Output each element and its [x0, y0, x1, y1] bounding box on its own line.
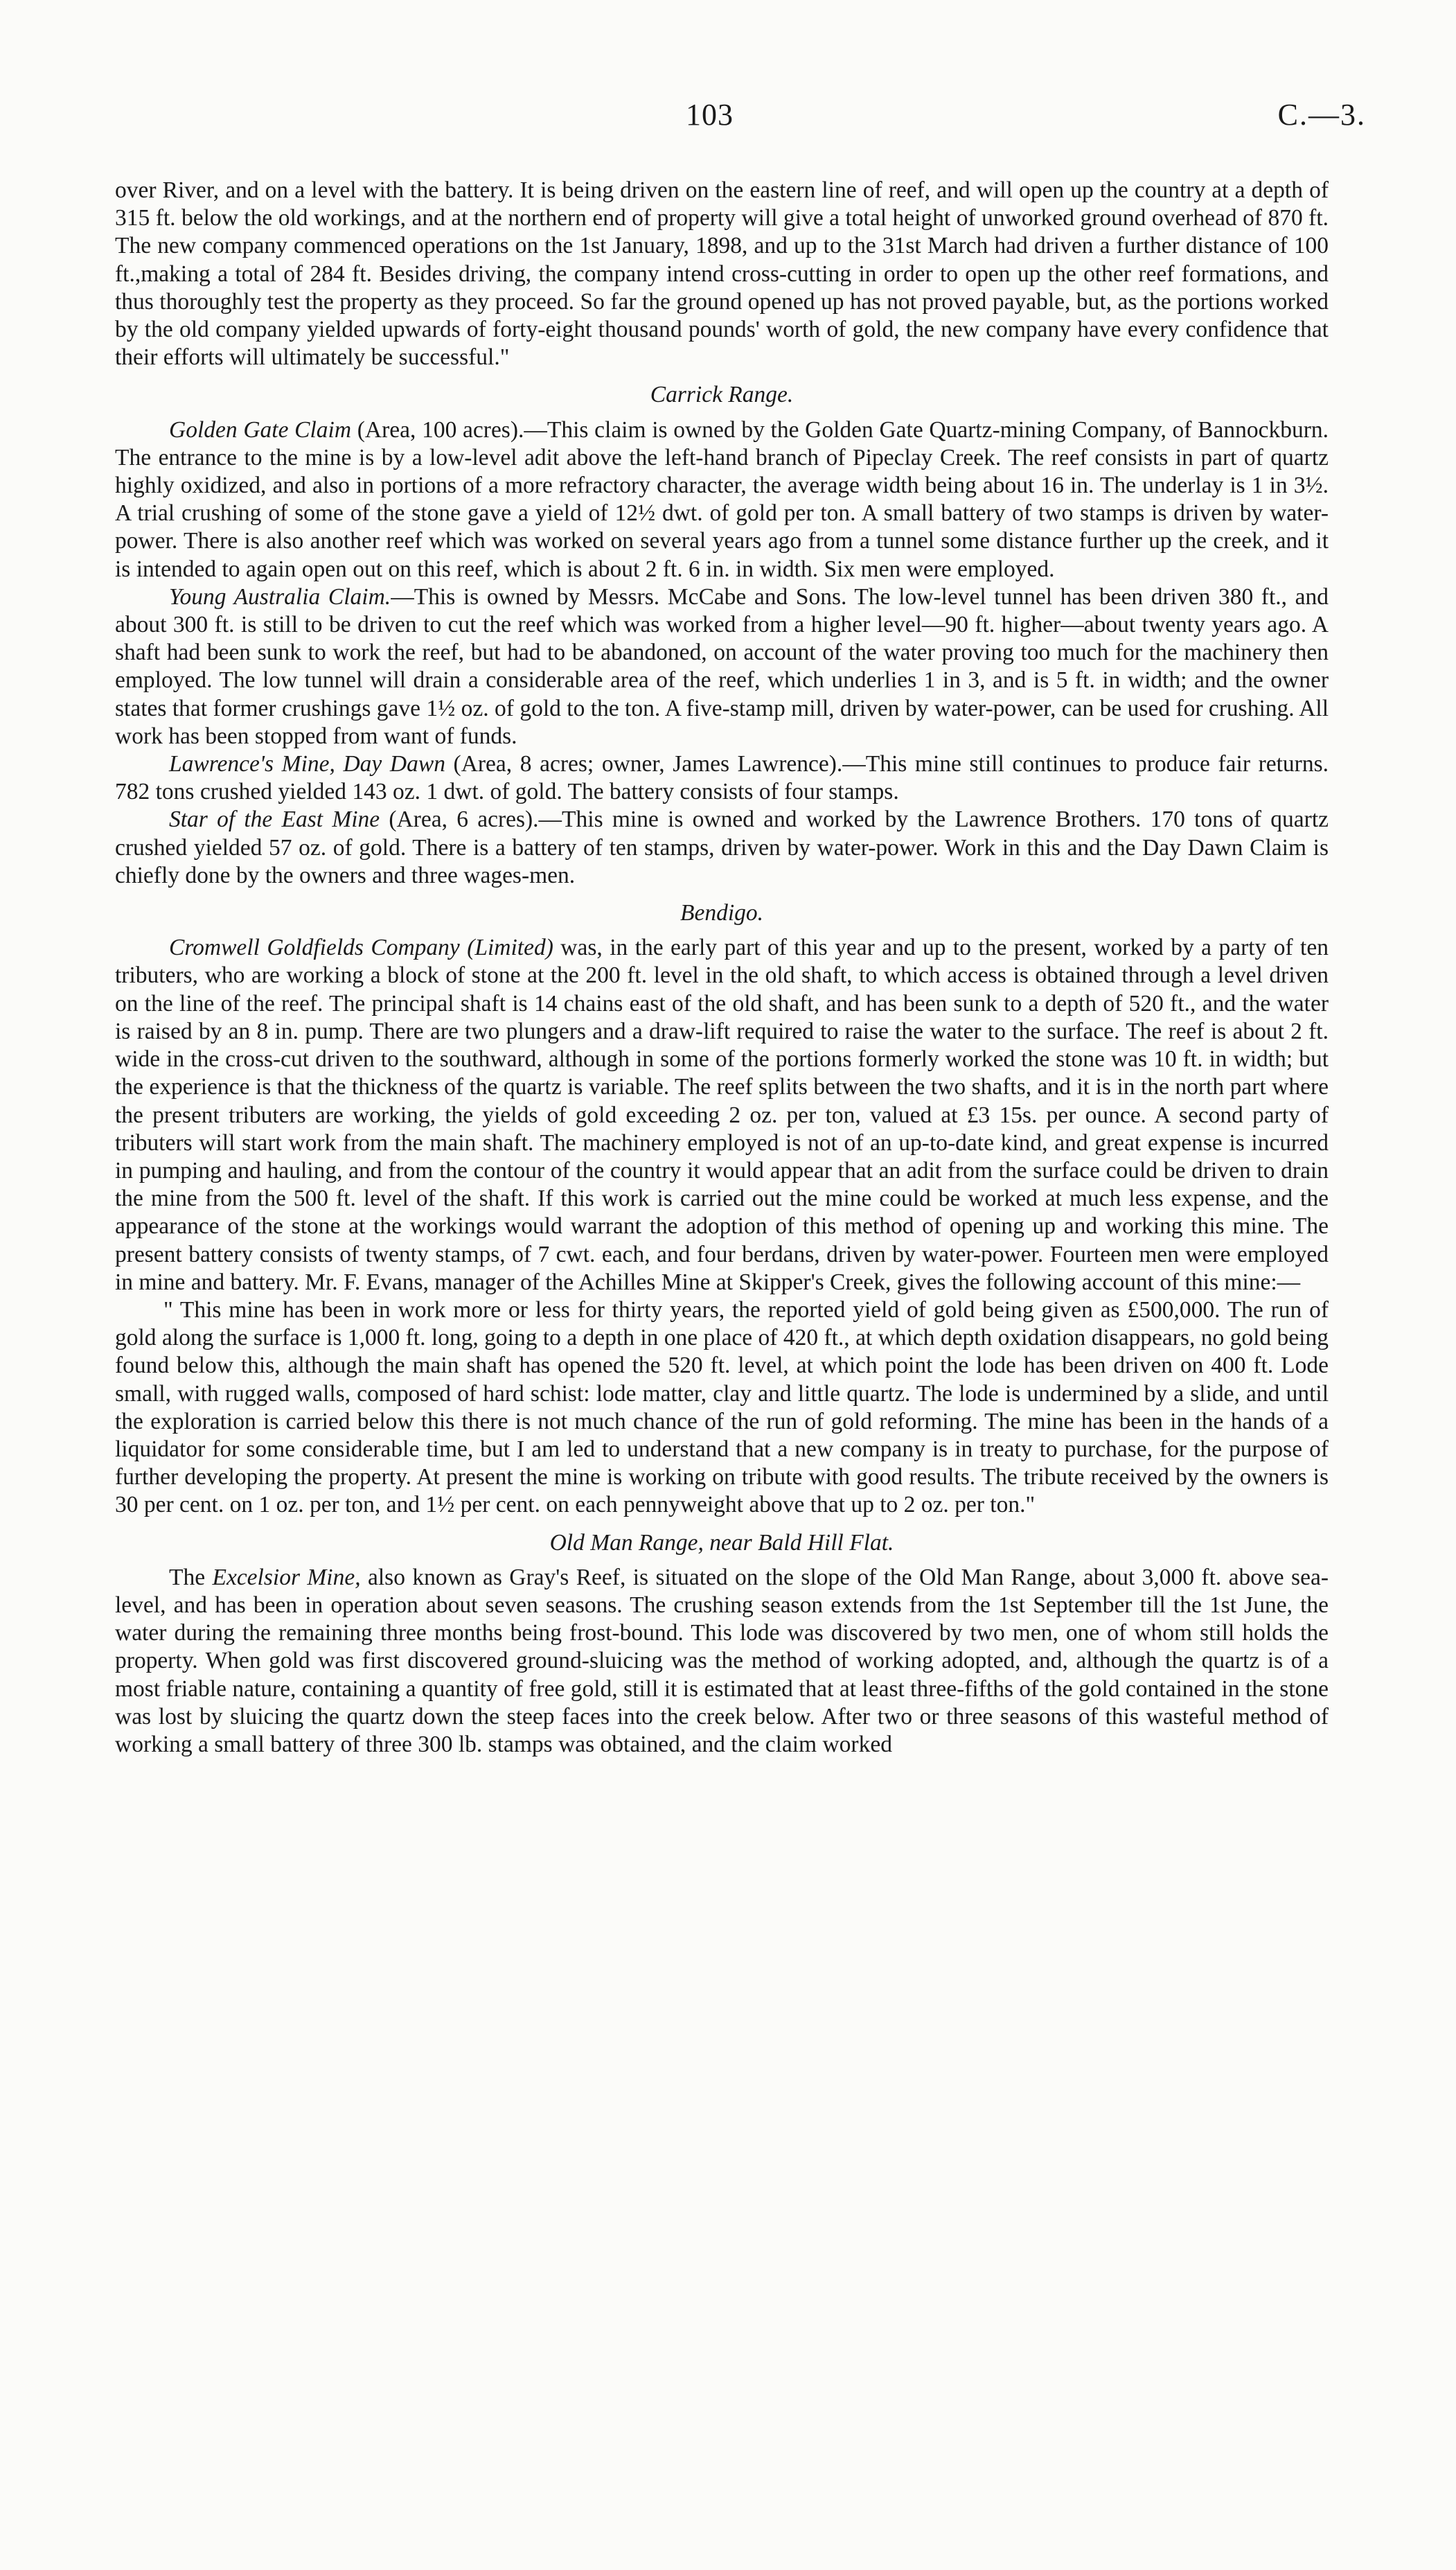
young-australia-paragraph — [115, 583, 1329, 750]
section-title-bendigo: Bendigo. — [680, 900, 763, 926]
lawrence-mine-name: Lawrence's Mine, Day Dawn — [169, 751, 445, 777]
star-east-text: (Area, 6 acres).—This mine is owned and worked by the Lawrence Brothers. 170 tons of quartz crushed yielded 57 oz. of gold. There is a battery of ten stamps, driven by water-power. Work in this and the Day Dawn Claim is chiefly done by the owners and three wages-men. — [115, 807, 1329, 888]
excelsior-name: Excelsior Mine, — [212, 1564, 361, 1590]
section-title-old-man-range: Old Man Range, near Bald Hill Flat. — [549, 1529, 894, 1556]
document-reference: C.—3. — [1277, 98, 1366, 132]
excelsior-pre: The — [169, 1564, 213, 1590]
young-australia-text: —This is owned by Messrs. McCabe and Sons. The low-level tunnel has been driven 380 ft., and about 300 ft. is still to be driven to cut the reef which was worked from a higher level—90 ft. higher—about twenty years ago. A shaft had been sunk to work the reef, but had to be abandoned, on account of the water proving too much for the machinery then employed. The low tunnel will drain a considerable area of the reef, which underlies 1 in 3, and is 5 ft. in width; and the owner states that former crushings gave 1½ oz. of gold to the ton. A five-stamp mill, driven by water-power, can be used for crushing. All work has been stopped from want of funds. — [115, 583, 1329, 749]
golden-gate-name: Golden Gate Claim — [169, 416, 352, 443]
cromwell-text: was, in the early part of this year and up to the present, worked by a party of ten tributers, who are working a block of stone at the 200 ft. level in the old shaft, to which access is obtained through a level driven on the line of the reef. The principal shaft is 14 chains east of the old shaft, and has been sunk to a depth of 520 ft., and the water is raised by an 8 in. pump. There are two plungers and a draw-lift required to raise the water to the surface. The reef is about 2 ft. wide in the cross-cut driven to the southward, although in some of the portions formerly worked the stone was 10 ft. in width; but the experience is that the thickness of the quartz is variable. The reef splits between the two shafts, and it is in the north part where the present tributers are working, the yields of gold exceeding 2 oz. per ton, valued at £3 15s. per ounce. A second party of tributers will start work from the main shaft. The machinery employed is not of an up-to-date kind, and great expense is incurred in pumping and hauling, and from the contour of the country it would appear that an adit from the surface could be driven to drain the mine from the 500 ft. level of the shaft. If this work is carried out the mine could be worked at much less expense, and the appearance of the stone at the workings would warrant the adoption of this method of opening up and working this mine. The present battery consists of twenty stamps, of 7 cwt. each, and four berdans, driven by water-power. Fourteen men were employed in mine and battery. Mr. F. Evans, manager of the Achilles Mine at Skipper's Creek, gives the following account of this mine:— — [115, 935, 1329, 1295]
excelsior-paragraph — [115, 1564, 1329, 1759]
cromwell-name: Cromwell Goldfields Company (Limited) — [169, 935, 553, 961]
page-body — [115, 177, 1329, 1759]
golden-gate-paragraph — [115, 416, 1329, 583]
intro-paragraph: over River, and on a level with the battery. It is being driven on the eastern line of reef, and will open up the country at a depth of 315 ft. below the old workings, and at the northern end of property will give a total height of unworked ground overhead of 870 ft. The new company commenced operations on the 1st January, 1898, and up to the 31st March had driven a further distance of 100 ft.,making a total of 284 ft. Besides driving, the company intend cross-cutting in order to open up the other reef formations, and thus thoroughly test the property as they proceed. So far the ground opened up has not proved payable, but, as the portions worked by the old company yielded upwards of forty-eight thousand pounds' worth of gold, the new company have every confidence that their efforts will ultimately be successful." — [115, 177, 1329, 371]
page-number: 103 — [686, 98, 734, 132]
young-australia-name: Young Australia Claim. — [169, 583, 391, 610]
golden-gate-text: (Area, 100 acres).—This claim is owned by the Golden Gate Quartz-mining Company, of Bannockburn. The entrance to the mine is by a low-level adit above the left-hand branch of Pipeclay Creek. The reef consists in part of quartz highly oxidized, and also in portions of a more refractory character, the average width being about 16 in. The underlay is 1 in 3½. A trial crushing of some of the stone gave a yield of 12½ dwt. of gold per ton. A small battery of two stamps is driven by water-power. There is also another reef which was worked on several years ago from a tunnel some distance further up the creek, and it is intended to again open out on this reef, which is about 2 ft. 6 in. in width. Six men were employed. — [115, 416, 1329, 582]
page-header — [0, 97, 1456, 139]
excelsior-text: also known as Gray's Reef, is situated on the slope of the Old Man Range, about 3,000 ft. above sea-level, and has been in operation about seven seasons. The crushing season extends from the 1st September till the 1st June, the water during the remaining three months being frost-bound. This lode was discovered by two men, one of whom still holds the property. When gold was first discovered ground-sluicing was the method of working adopted, and, although the quartz is of a most friable nature, containing a quantity of free gold, still it is estimated that at least three-fifths of the gold contained in the stone was lost by sluicing the quartz down the steep faces into the creek below. After two or three seasons of this wasteful method of working a small battery of three 300 lb. stamps was obtained, and the claim worked — [115, 1564, 1329, 1757]
cromwell-paragraph — [115, 934, 1329, 1296]
star-east-name: Star of the East Mine — [169, 807, 380, 833]
lawrence-mine-text: (Area, 8 acres; owner, James Lawrence).—This mine still continues to produce fair returns. 782 tons crushed yielded 143 oz. 1 dwt. of gold. The battery consists of four stamps. — [115, 751, 1329, 805]
star-east-paragraph — [115, 806, 1329, 890]
evans-quote-paragraph: " This mine has been in work more or less for thirty years, the reported yield of gold being given as £500,000. The run of gold along the surface is 1,000 ft. long, going to a depth in one place of 420 ft., at which depth oxidation disappears, no gold being found below this, although the main shaft has opened the 520 ft. level, at which point the lode has been driven on 400 ft. Lode small, with rugged walls, composed of hard schist: lode matter, clay and little quartz. The lode is undermined by a slide, and until the exploration is carried below this there is not much chance of the run of gold reforming. The mine has been in the hands of a liquidator for some considerable time, but I am led to understand that a new company is in treaty to purchase, for the purpose of further developing the property. At present the mine is working on tribute with good results. The tribute received by the owners is 30 per cent. on 1 oz. per ton, and 1½ per cent. on each pennyweight above that up to 2 oz. per ton." — [115, 1296, 1329, 1518]
lawrence-mine-paragraph — [115, 750, 1329, 806]
section-title-carrick-range: Carrick Range. — [650, 382, 794, 408]
